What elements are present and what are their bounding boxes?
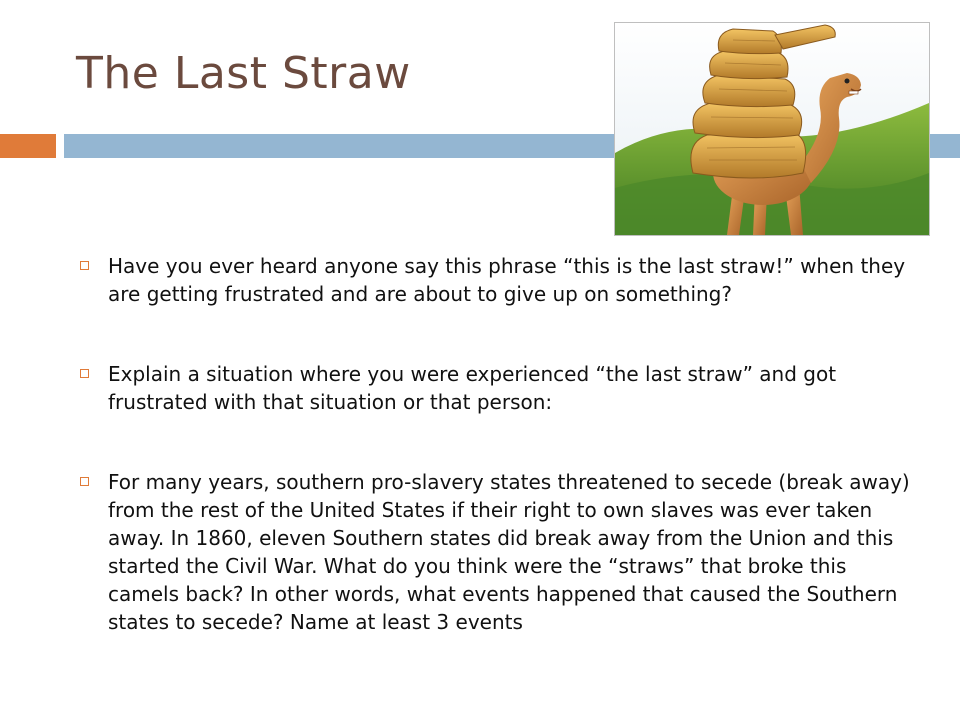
bullet-item [76, 252, 916, 308]
square-bullet-icon [80, 369, 89, 378]
bullet-item [76, 360, 916, 416]
square-bullet-icon [80, 477, 89, 486]
camel-straw-picture [614, 22, 930, 236]
slide-title: The Last Straw [76, 48, 411, 99]
square-bullet-icon [80, 261, 89, 270]
bullet-item [76, 468, 916, 636]
bullet-text: Have you ever heard anyone say this phrase “this is the last straw!” when they are getting frustrated and are about to give up on something? [108, 254, 906, 306]
bullet-text: For many years, southern pro-slavery states threatened to secede (break away) from the rest of the United States if their right to own slaves was ever taken away. In 1860, eleven Southern states did break away from the Union and this started the Civil War. What do you think were the “straws” that broke this camels back? In other words, what events happened that caused the Southern states to secede? Name at least 3 events [108, 470, 910, 634]
accent-bar [0, 134, 56, 158]
bullet-list [76, 252, 916, 636]
bullet-text: Explain a situation where you were experienced “the last straw” and got frustrated with that situation or that person: [108, 362, 837, 414]
